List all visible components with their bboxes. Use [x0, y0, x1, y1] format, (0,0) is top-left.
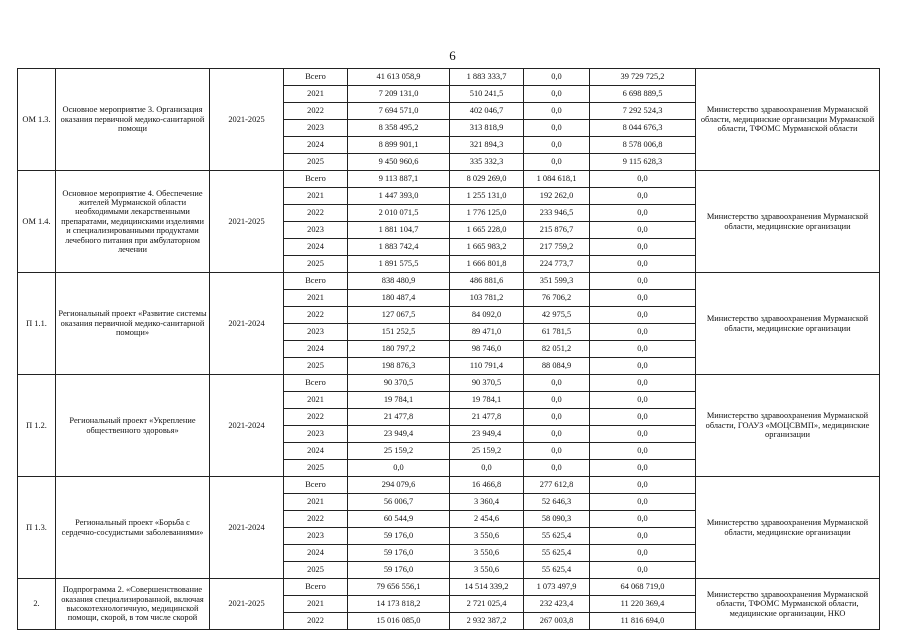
table-row	[18, 579, 880, 596]
section-name: Подпрограмма 2. «Совершенствование оказания специализированной, включая высокотехнологичную, медицинской помощи, скорой, в том числе скорой	[56, 579, 210, 630]
row-total: 7 209 131,0	[348, 86, 450, 103]
row-total: 23 949,4	[348, 426, 450, 443]
row-total: 60 544,9	[348, 511, 450, 528]
row-regional: 217 759,2	[524, 239, 590, 256]
row-total: 127 067,5	[348, 307, 450, 324]
row-year: 2023	[284, 324, 348, 341]
row-federal: 313 818,9	[450, 120, 524, 137]
row-other: 0,0	[590, 392, 696, 409]
row-total: 56 006,7	[348, 494, 450, 511]
row-federal: 1 255 131,0	[450, 188, 524, 205]
row-year: 2025	[284, 460, 348, 477]
row-federal: 402 046,7	[450, 103, 524, 120]
table-row	[18, 375, 880, 392]
row-regional: 232 423,4	[524, 596, 590, 613]
row-regional: 55 625,4	[524, 562, 590, 579]
section-executor: Министерство здравоохранения Мурманской области, ГОАУЗ «МОЦСВМП», медицинские организации	[696, 375, 880, 477]
row-other: 0,0	[590, 358, 696, 375]
row-federal: 0,0	[450, 460, 524, 477]
row-federal: 2 721 025,4	[450, 596, 524, 613]
row-federal: 2 454,6	[450, 511, 524, 528]
table-row	[18, 171, 880, 188]
row-total: 9 450 960,6	[348, 154, 450, 171]
row-year: 2022	[284, 307, 348, 324]
row-regional: 76 706,2	[524, 290, 590, 307]
row-total: 15 016 085,0	[348, 613, 450, 630]
row-federal: 8 029 269,0	[450, 171, 524, 188]
row-other: 0,0	[590, 375, 696, 392]
row-regional: 52 646,3	[524, 494, 590, 511]
row-total: 19 784,1	[348, 392, 450, 409]
table-row	[18, 69, 880, 86]
row-regional: 0,0	[524, 375, 590, 392]
row-federal: 1 776 125,0	[450, 205, 524, 222]
row-year: 2024	[284, 545, 348, 562]
row-total: 1 881 104,7	[348, 222, 450, 239]
row-regional: 0,0	[524, 443, 590, 460]
row-other: 0,0	[590, 256, 696, 273]
row-other: 8 044 676,3	[590, 120, 696, 137]
row-year: Всего	[284, 273, 348, 290]
row-other: 39 729 725,2	[590, 69, 696, 86]
row-federal: 16 466,8	[450, 477, 524, 494]
row-other: 0,0	[590, 443, 696, 460]
section-code: П 1.1.	[18, 273, 56, 375]
row-total: 79 656 556,1	[348, 579, 450, 596]
row-other: 0,0	[590, 477, 696, 494]
row-total: 90 370,5	[348, 375, 450, 392]
row-regional: 0,0	[524, 426, 590, 443]
row-regional: 1 084 618,1	[524, 171, 590, 188]
row-year: 2024	[284, 137, 348, 154]
row-total: 9 113 887,1	[348, 171, 450, 188]
row-year: Всего	[284, 171, 348, 188]
budget-table	[17, 68, 880, 630]
row-other: 0,0	[590, 273, 696, 290]
section-executor: Министерство здравоохранения Мурманской области, медицинские организации	[696, 273, 880, 375]
row-federal: 1 883 333,7	[450, 69, 524, 86]
row-other: 0,0	[590, 290, 696, 307]
row-year: 2025	[284, 256, 348, 273]
section-name: Региональный проект «Борьба с сердечно-сосудистыми заболеваниями»	[56, 477, 210, 579]
row-federal: 3 550,6	[450, 545, 524, 562]
row-other: 0,0	[590, 188, 696, 205]
row-other: 64 068 719,0	[590, 579, 696, 596]
row-total: 25 159,2	[348, 443, 450, 460]
row-year: 2022	[284, 613, 348, 630]
row-year: 2025	[284, 562, 348, 579]
row-year: Всего	[284, 477, 348, 494]
row-federal: 1 666 801,8	[450, 256, 524, 273]
row-total: 59 176,0	[348, 528, 450, 545]
section-name: Региональный проект «Укрепление общественного здоровья»	[56, 375, 210, 477]
row-year: 2024	[284, 443, 348, 460]
row-total: 59 176,0	[348, 545, 450, 562]
page-number: 6	[449, 48, 456, 63]
section-code: ОМ 1.4.	[18, 171, 56, 273]
row-other: 0,0	[590, 222, 696, 239]
row-other: 0,0	[590, 307, 696, 324]
row-year: 2022	[284, 205, 348, 222]
row-total: 59 176,0	[348, 562, 450, 579]
row-year: 2021	[284, 596, 348, 613]
row-regional: 42 975,5	[524, 307, 590, 324]
row-year: 2023	[284, 528, 348, 545]
table-body	[18, 69, 880, 630]
row-other: 0,0	[590, 562, 696, 579]
section-period: 2021-2024	[210, 375, 284, 477]
row-regional: 0,0	[524, 103, 590, 120]
section-code: 2.	[18, 579, 56, 630]
row-total: 8 358 495,2	[348, 120, 450, 137]
row-regional: 0,0	[524, 154, 590, 171]
section-code: П 1.3.	[18, 477, 56, 579]
row-federal: 335 332,3	[450, 154, 524, 171]
row-other: 0,0	[590, 528, 696, 545]
row-total: 2 010 071,5	[348, 205, 450, 222]
row-total: 180 487,4	[348, 290, 450, 307]
row-year: 2023	[284, 426, 348, 443]
row-federal: 110 791,4	[450, 358, 524, 375]
row-year: 2025	[284, 154, 348, 171]
row-federal: 510 241,5	[450, 86, 524, 103]
row-other: 6 698 889,5	[590, 86, 696, 103]
row-total: 1 447 393,0	[348, 188, 450, 205]
row-year: Всего	[284, 69, 348, 86]
table-row	[18, 477, 880, 494]
row-other: 0,0	[590, 205, 696, 222]
row-total: 21 477,8	[348, 409, 450, 426]
row-year: 2021	[284, 392, 348, 409]
row-year: 2022	[284, 511, 348, 528]
row-total: 294 079,6	[348, 477, 450, 494]
row-regional: 55 625,4	[524, 545, 590, 562]
row-regional: 192 262,0	[524, 188, 590, 205]
row-year: 2022	[284, 409, 348, 426]
row-other: 0,0	[590, 239, 696, 256]
row-federal: 19 784,1	[450, 392, 524, 409]
row-regional: 224 773,7	[524, 256, 590, 273]
row-regional: 1 073 497,9	[524, 579, 590, 596]
row-federal: 3 550,6	[450, 528, 524, 545]
row-regional: 58 090,3	[524, 511, 590, 528]
row-federal: 103 781,2	[450, 290, 524, 307]
row-year: 2022	[284, 103, 348, 120]
row-federal: 84 092,0	[450, 307, 524, 324]
row-regional: 0,0	[524, 69, 590, 86]
row-total: 198 876,3	[348, 358, 450, 375]
section-name: Основное мероприятие 4. Обеспечение жителей Мурманской области необходимыми лекарственными препаратами, медицинскими изделиями и специализированными продуктами лечебного питания при амбулаторном лечении	[56, 171, 210, 273]
section-executor: Министерство здравоохранения Мурманской области, медицинские организации	[696, 171, 880, 273]
row-regional: 0,0	[524, 137, 590, 154]
row-federal: 21 477,8	[450, 409, 524, 426]
row-federal: 2 932 387,2	[450, 613, 524, 630]
row-other: 0,0	[590, 324, 696, 341]
row-other: 0,0	[590, 341, 696, 358]
row-year: 2024	[284, 239, 348, 256]
section-period: 2021-2024	[210, 477, 284, 579]
row-year: 2021	[284, 86, 348, 103]
row-regional: 0,0	[524, 392, 590, 409]
row-regional: 61 781,5	[524, 324, 590, 341]
row-federal: 89 471,0	[450, 324, 524, 341]
row-federal: 90 370,5	[450, 375, 524, 392]
row-regional: 0,0	[524, 409, 590, 426]
row-total: 1 883 742,4	[348, 239, 450, 256]
row-total: 180 797,2	[348, 341, 450, 358]
row-regional: 88 084,9	[524, 358, 590, 375]
row-other: 0,0	[590, 409, 696, 426]
row-federal: 321 894,3	[450, 137, 524, 154]
section-code: ОМ 1.3.	[18, 69, 56, 171]
row-federal: 23 949,4	[450, 426, 524, 443]
section-period: 2021-2025	[210, 69, 284, 171]
row-federal: 3 550,6	[450, 562, 524, 579]
row-total: 838 480,9	[348, 273, 450, 290]
row-regional: 55 625,4	[524, 528, 590, 545]
row-federal: 486 881,6	[450, 273, 524, 290]
row-total: 0,0	[348, 460, 450, 477]
row-year: 2021	[284, 188, 348, 205]
row-total: 41 613 058,9	[348, 69, 450, 86]
row-year: Всего	[284, 579, 348, 596]
row-regional: 277 612,8	[524, 477, 590, 494]
row-other: 9 115 628,3	[590, 154, 696, 171]
row-other: 11 220 369,4	[590, 596, 696, 613]
row-year: Всего	[284, 375, 348, 392]
section-period: 2021-2025	[210, 579, 284, 630]
row-year: 2021	[284, 290, 348, 307]
row-other: 0,0	[590, 426, 696, 443]
row-other: 0,0	[590, 460, 696, 477]
row-total: 7 694 571,0	[348, 103, 450, 120]
row-regional: 0,0	[524, 86, 590, 103]
row-regional: 267 003,8	[524, 613, 590, 630]
row-other: 0,0	[590, 545, 696, 562]
row-other: 0,0	[590, 171, 696, 188]
row-year: 2023	[284, 222, 348, 239]
row-year: 2024	[284, 341, 348, 358]
row-other: 0,0	[590, 511, 696, 528]
row-regional: 215 876,7	[524, 222, 590, 239]
row-year: 2021	[284, 494, 348, 511]
row-year: 2025	[284, 358, 348, 375]
section-executor: Министерство здравоохранения Мурманской области, медицинские организации Мурманской области, ТФОМС Мурманской области	[696, 69, 880, 171]
row-other: 7 292 524,3	[590, 103, 696, 120]
row-federal: 25 159,2	[450, 443, 524, 460]
row-regional: 0,0	[524, 460, 590, 477]
row-regional: 233 946,5	[524, 205, 590, 222]
section-period: 2021-2025	[210, 171, 284, 273]
row-total: 1 891 575,5	[348, 256, 450, 273]
row-year: 2023	[284, 120, 348, 137]
row-other: 11 816 694,0	[590, 613, 696, 630]
row-total: 14 173 818,2	[348, 596, 450, 613]
row-regional: 82 051,2	[524, 341, 590, 358]
section-code: П 1.2.	[18, 375, 56, 477]
row-federal: 1 665 983,2	[450, 239, 524, 256]
section-name: Региональный проект «Развитие системы оказания первичной медико-санитарной помощи»	[56, 273, 210, 375]
row-other: 8 578 006,8	[590, 137, 696, 154]
row-federal: 98 746,0	[450, 341, 524, 358]
row-federal: 3 360,4	[450, 494, 524, 511]
row-other: 0,0	[590, 494, 696, 511]
section-executor: Министерство здравоохранения Мурманской области, ТФОМС Мурманской области, медицинские организации, НКО	[696, 579, 880, 630]
section-executor: Министерство здравоохранения Мурманской области, медицинские организации	[696, 477, 880, 579]
row-total: 151 252,5	[348, 324, 450, 341]
row-regional: 0,0	[524, 120, 590, 137]
row-regional: 351 599,3	[524, 273, 590, 290]
row-total: 8 899 901,1	[348, 137, 450, 154]
section-period: 2021-2024	[210, 273, 284, 375]
row-federal: 14 514 339,2	[450, 579, 524, 596]
section-name: Основное мероприятие 3. Организация оказания первичной медико-санитарной помощи	[56, 69, 210, 171]
row-federal: 1 665 228,0	[450, 222, 524, 239]
table-row	[18, 273, 880, 290]
